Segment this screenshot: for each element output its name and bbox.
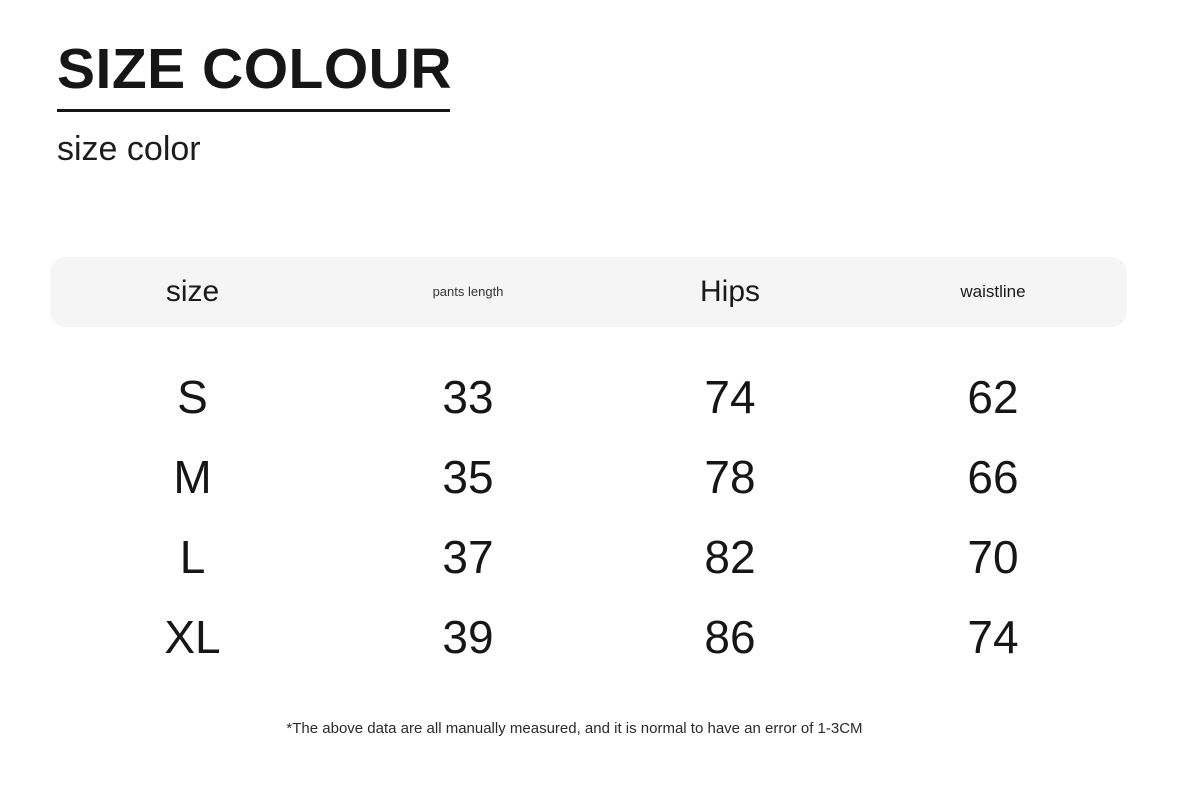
table-row-xl [50,597,1127,677]
cell-waistline: 74 [967,610,1019,663]
table-body [50,357,1127,677]
header-cell-waistline: waistline [960,282,1026,302]
cell-hips: 78 [704,450,756,503]
table-row-s [50,357,1127,437]
cell-waistline: 70 [967,530,1019,583]
cell-pants-length: 35 [442,450,494,503]
cell-hips: 74 [704,370,756,423]
cell-pants-length: 39 [442,610,494,663]
cell-size-label: L [179,530,206,583]
page-subtitle: size color [57,129,201,168]
cell-hips: 86 [704,610,756,663]
cell-pants-length: 33 [442,370,494,423]
header-cell-hips: Hips [699,274,760,308]
cell-waistline: 66 [967,450,1019,503]
page-title: SIZE COLOUR [57,37,453,101]
size-table [50,257,1127,677]
title-underline [57,109,450,112]
cell-pants-length: 37 [442,530,494,583]
cell-size-label: M [173,450,212,503]
table-row-m [50,437,1127,517]
table-header-row [50,257,1127,327]
table-row-l [50,517,1127,597]
header-cell-size: size [165,274,220,308]
cell-size-label: XL [164,610,221,663]
measurement-note: *The above data are all manually measured, and it is normal to have an error of 1-3CM [286,719,863,737]
title-block [0,0,1177,170]
header-cell-pants-length: pants length [432,284,504,300]
cell-waistline: 62 [967,370,1019,423]
cell-hips: 82 [704,530,756,583]
cell-size-label: S [177,370,208,423]
